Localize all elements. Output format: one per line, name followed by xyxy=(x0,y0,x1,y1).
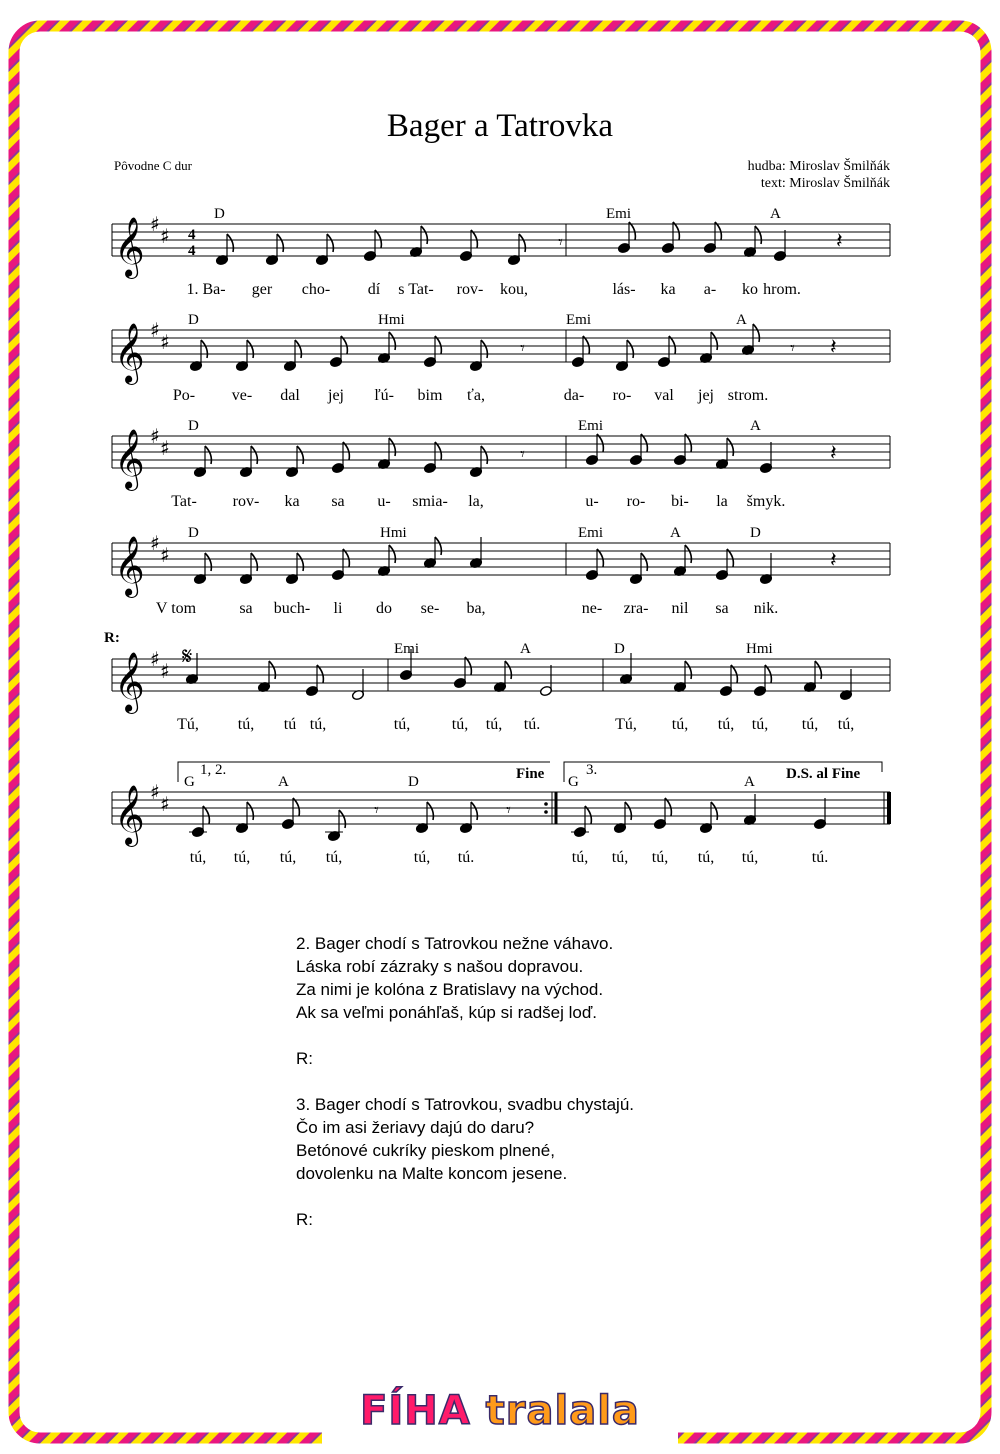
lyric-syllable: se- xyxy=(420,600,440,617)
lyric-syllable: ka xyxy=(284,493,300,510)
refrain-label: R: xyxy=(104,630,120,646)
verse-line: 3. Bager chodí s Tatrovkou, svadbu chystajú. xyxy=(296,1095,634,1114)
verse-3 xyxy=(296,1093,634,1185)
note-flag xyxy=(815,661,821,679)
lyric-syllable: tú. xyxy=(457,849,475,866)
chord-symbol: Emi xyxy=(394,641,419,657)
lyric-syllable: tú, xyxy=(393,716,411,733)
lyric-syllable: buch- xyxy=(273,600,311,617)
lyric-syllable: dal xyxy=(280,387,300,404)
segno-icon: 𝄋 xyxy=(182,642,193,670)
lyric-syllable: 1. Ba- xyxy=(186,281,226,298)
logo-part2: tralala xyxy=(485,1388,640,1434)
verse-line: Čo im asi žeriavy dajú do daru? xyxy=(296,1118,535,1137)
lyric-syllable: sa xyxy=(715,600,729,617)
eighth-rest-icon: 𝄾 xyxy=(520,338,525,359)
treble-clef-icon: 𝄞 xyxy=(114,217,145,277)
sharp-icon: ♯ xyxy=(150,647,160,671)
note-flag xyxy=(277,234,283,252)
note-flag xyxy=(641,553,647,571)
lyric-syllable: V tom xyxy=(155,600,197,617)
fiha-tralala-logo xyxy=(0,1388,1000,1434)
treble-clef-icon: 𝄞 xyxy=(114,536,145,596)
note-flag xyxy=(389,438,395,456)
chord-symbol: Emi xyxy=(578,525,603,541)
volta-bracket-1 xyxy=(178,762,550,782)
lyric-syllable: strom. xyxy=(727,387,769,404)
chord-symbol: D xyxy=(188,525,199,541)
lyric-syllable: nil xyxy=(671,600,689,617)
lyric-syllable: ľú- xyxy=(374,387,394,404)
note-flag xyxy=(251,553,257,571)
lyric-syllable: lás- xyxy=(612,281,636,298)
lyric-syllable: jej xyxy=(698,387,714,404)
note-flag xyxy=(711,802,717,820)
chord-symbol: Emi xyxy=(578,418,603,434)
sharp-icon: ♯ xyxy=(160,330,170,354)
eighth-rest-icon: 𝄾 xyxy=(506,800,511,821)
eighth-rest-icon: 𝄾 xyxy=(520,444,525,465)
lyric-syllable: ba, xyxy=(466,600,486,617)
sharp-icon: ♯ xyxy=(150,318,160,342)
lyric-syllable: cho- xyxy=(301,281,331,298)
chord-symbol: D xyxy=(750,525,761,541)
lyric-syllable: li xyxy=(333,600,343,617)
note-flag xyxy=(583,336,589,354)
note-flag xyxy=(597,549,603,567)
lyric-syllable: tú. xyxy=(523,716,541,733)
chord-symbol: D xyxy=(188,418,199,434)
lyrics-credit: text: Miroslav Šmilňák xyxy=(760,176,890,191)
note-flag xyxy=(471,230,477,248)
chord-symbol: G xyxy=(568,774,579,790)
note-flag xyxy=(205,446,211,464)
lyric-syllable: ka xyxy=(660,281,676,298)
note-flag xyxy=(727,549,733,567)
time-signature-top: 4 xyxy=(188,227,196,243)
chord-symbol: G xyxy=(184,774,195,790)
note-flag xyxy=(427,802,433,820)
treble-clef-icon: 𝄞 xyxy=(114,323,145,383)
lyric-syllable: tú, xyxy=(801,716,819,733)
note-flag xyxy=(727,438,733,456)
sharp-icon: ♯ xyxy=(160,224,170,248)
lyric-syllable: da- xyxy=(563,387,585,404)
lyric-syllable: tú, xyxy=(451,716,469,733)
lyric-syllable: jej xyxy=(328,387,344,404)
chord-symbol: D xyxy=(408,774,419,790)
refrain-marker: R: xyxy=(296,1049,313,1068)
lyric-syllable: sa xyxy=(239,600,253,617)
note-flag xyxy=(629,222,635,240)
note-flag xyxy=(673,222,679,240)
note-flag xyxy=(293,798,299,816)
logo-part1: FÍHA xyxy=(360,1388,471,1434)
note-flag xyxy=(627,340,633,358)
volta-2-label: 3. xyxy=(586,762,598,778)
lyric-syllable: la xyxy=(716,493,728,510)
note-flag xyxy=(481,446,487,464)
lyric-syllable: bim xyxy=(417,387,443,404)
lyric-syllable: val xyxy=(654,387,674,404)
note-flag xyxy=(389,332,395,350)
note-flag xyxy=(327,234,333,252)
note-flag xyxy=(625,802,631,820)
chord-symbol: Emi xyxy=(606,206,631,222)
lyric-syllable: tú, xyxy=(671,716,689,733)
lyric-syllable: tú, xyxy=(189,849,207,866)
lyric-syllable: tú, xyxy=(611,849,629,866)
chord-symbol: D xyxy=(188,312,199,328)
note-flag xyxy=(669,336,675,354)
lyric-syllable: ger xyxy=(251,281,273,298)
note-flag xyxy=(505,661,511,679)
note-flag xyxy=(753,324,759,342)
chord-symbol: A xyxy=(520,641,531,657)
sharp-icon: ♯ xyxy=(150,531,160,555)
note-flag xyxy=(317,665,323,683)
verse-line: Ak sa veľmi ponáhľaš, kúp si radšej loď. xyxy=(296,1003,598,1022)
lyric-syllable: tú, xyxy=(279,849,297,866)
sharp-icon: ♯ xyxy=(150,424,160,448)
lyric-syllable: tú, xyxy=(741,849,759,866)
note-flag xyxy=(519,234,525,252)
sharp-icon: ♯ xyxy=(160,436,170,460)
note-flag xyxy=(731,665,737,683)
verse-line: Láska robí zázraky s našou dopravou. xyxy=(296,957,584,976)
lyric-syllable: tú, xyxy=(237,716,255,733)
note-flag xyxy=(205,553,211,571)
verse-line: Betónové cukríky pieskom plnené, xyxy=(296,1141,555,1160)
lyric-syllable: do xyxy=(376,600,392,617)
note-flag xyxy=(295,340,301,358)
eighth-rest-icon: 𝄾 xyxy=(558,232,563,253)
sharp-icon: ♯ xyxy=(150,212,160,236)
note-flag xyxy=(201,340,207,358)
note-flag xyxy=(597,434,603,452)
original-key-note: Pôvodne C dur xyxy=(114,158,192,173)
ds-al-fine-marking: D.S. al Fine xyxy=(786,766,861,782)
note-flag xyxy=(343,549,349,567)
verse-line: Za nimi je kolóna z Bratislavy na východ. xyxy=(296,980,604,999)
treble-clef-icon: 𝄞 xyxy=(114,429,145,489)
time-signature-bottom: 4 xyxy=(188,243,196,259)
quarter-rest-icon: 𝄽 xyxy=(830,335,837,360)
lyric-syllable: tú xyxy=(283,716,297,733)
chord-symbol: Emi xyxy=(566,312,591,328)
lyric-syllable: tú, xyxy=(571,849,589,866)
chord-symbol: Hmi xyxy=(380,525,407,541)
lyric-syllable: tú, xyxy=(413,849,431,866)
chord-symbol: A xyxy=(750,418,761,434)
song-title: Bager a Tatrovka xyxy=(386,108,614,144)
lyric-syllable: tú, xyxy=(717,716,735,733)
lyric-syllable: nik. xyxy=(753,600,779,617)
lyric-syllable: ťa, xyxy=(467,387,485,404)
note-flag xyxy=(755,226,761,244)
repeat-dot xyxy=(544,810,548,814)
note-flag xyxy=(251,446,257,464)
lyric-syllable: Tat- xyxy=(171,493,197,510)
refrain-marker: R: xyxy=(296,1210,313,1229)
note-flag xyxy=(203,806,209,824)
lyric-syllable: Tú, xyxy=(177,716,199,733)
note-flag xyxy=(297,446,303,464)
lyric-syllable: kou, xyxy=(500,281,528,298)
verse-2 xyxy=(296,932,634,1024)
sharp-icon: ♯ xyxy=(150,780,160,804)
lyric-syllable: a- xyxy=(703,281,717,298)
quarter-rest-icon: 𝄽 xyxy=(830,441,837,466)
lyric-syllable: ko xyxy=(742,281,758,298)
chord-symbol: Hmi xyxy=(746,641,773,657)
eighth-rest-icon: 𝄾 xyxy=(790,338,795,359)
sharp-icon: ♯ xyxy=(160,543,170,567)
note-flag xyxy=(297,553,303,571)
lyric-syllable: tú, xyxy=(309,716,327,733)
note-flag xyxy=(435,537,441,555)
lyric-syllable: šmyk. xyxy=(746,493,786,510)
fine-marking: Fine xyxy=(516,766,545,782)
music-credit: hudba: Miroslav Šmilňák xyxy=(747,159,890,174)
note-flag xyxy=(665,798,671,816)
chord-symbol: A xyxy=(670,525,681,541)
lyric-syllable: tú, xyxy=(751,716,769,733)
chord-symbol: D xyxy=(614,641,625,657)
lyric-syllable: ro- xyxy=(626,493,646,510)
lyric-syllable: ne- xyxy=(581,600,603,617)
lyric-syllable: tú, xyxy=(651,849,669,866)
lyric-syllable: ve- xyxy=(231,387,253,404)
note-flag xyxy=(641,434,647,452)
chord-symbol: A xyxy=(770,206,781,222)
lyric-syllable: rov- xyxy=(456,281,484,298)
lyric-syllable: Po- xyxy=(172,387,196,404)
quarter-rest-icon: 𝄽 xyxy=(836,229,843,254)
note-flag xyxy=(343,442,349,460)
note-flag xyxy=(585,806,591,824)
verse-line: 2. Bager chodí s Tatrovkou nežne váhavo. xyxy=(296,934,614,953)
lyric-syllable: u- xyxy=(585,493,599,510)
lyric-syllable: dí xyxy=(367,281,381,298)
eighth-rest-icon: 𝄾 xyxy=(374,800,379,821)
verse-line: dovolenku na Malte koncom jesene. xyxy=(296,1164,568,1183)
treble-clef-icon: 𝄞 xyxy=(114,652,145,712)
note-flag xyxy=(375,230,381,248)
volta-1-label: 1, 2. xyxy=(200,762,227,778)
quarter-rest-icon: 𝄽 xyxy=(830,548,837,573)
note-flag xyxy=(715,222,721,240)
lyric-syllable: tú, xyxy=(837,716,855,733)
lyric-syllable: tú. xyxy=(811,849,829,866)
lyric-syllable: rov- xyxy=(232,493,260,510)
chord-symbol: A xyxy=(736,312,747,328)
chord-symbol: A xyxy=(744,774,755,790)
sharp-icon: ♯ xyxy=(160,792,170,816)
lyric-syllable: zra- xyxy=(623,600,649,617)
note-flag xyxy=(685,434,691,452)
verses-block xyxy=(296,932,634,1231)
note-flag xyxy=(471,802,477,820)
note-flag xyxy=(711,332,717,350)
note-flag xyxy=(765,665,771,683)
note-flag xyxy=(481,340,487,358)
treble-clef-icon: 𝄞 xyxy=(114,785,145,845)
note-flag xyxy=(685,545,691,563)
note-flag xyxy=(435,336,441,354)
lyric-syllable: bi- xyxy=(671,493,689,510)
note-flag xyxy=(339,810,345,828)
note-flag xyxy=(435,442,441,460)
lyric-syllable: s Tat- xyxy=(398,281,434,298)
chord-symbol: A xyxy=(278,774,289,790)
lyric-syllable: tú, xyxy=(485,716,503,733)
lyric-syllable: tú, xyxy=(233,849,251,866)
lyric-syllable: Tú, xyxy=(615,716,637,733)
lyric-syllable: u- xyxy=(377,493,391,510)
lyric-syllable: hrom. xyxy=(763,281,801,298)
lyric-syllable: tú, xyxy=(697,849,715,866)
chord-symbol: D xyxy=(214,206,225,222)
sharp-icon: ♯ xyxy=(160,659,170,683)
note-flag xyxy=(421,226,427,244)
note-flag xyxy=(269,661,275,679)
note-flag xyxy=(685,661,691,679)
chord-symbol: Hmi xyxy=(378,312,405,328)
note-flag xyxy=(341,336,347,354)
repeat-dot xyxy=(544,802,548,806)
note-flag xyxy=(389,545,395,563)
note-flag xyxy=(247,802,253,820)
lyric-syllable: la, xyxy=(468,493,484,510)
note-flag xyxy=(465,657,471,675)
lyric-syllable: ro- xyxy=(612,387,632,404)
lyric-syllable: sa xyxy=(331,493,345,510)
lyric-syllable: smia- xyxy=(412,493,448,510)
note-flag xyxy=(227,234,233,252)
lyric-syllable: tú, xyxy=(325,849,343,866)
note-flag xyxy=(247,340,253,358)
